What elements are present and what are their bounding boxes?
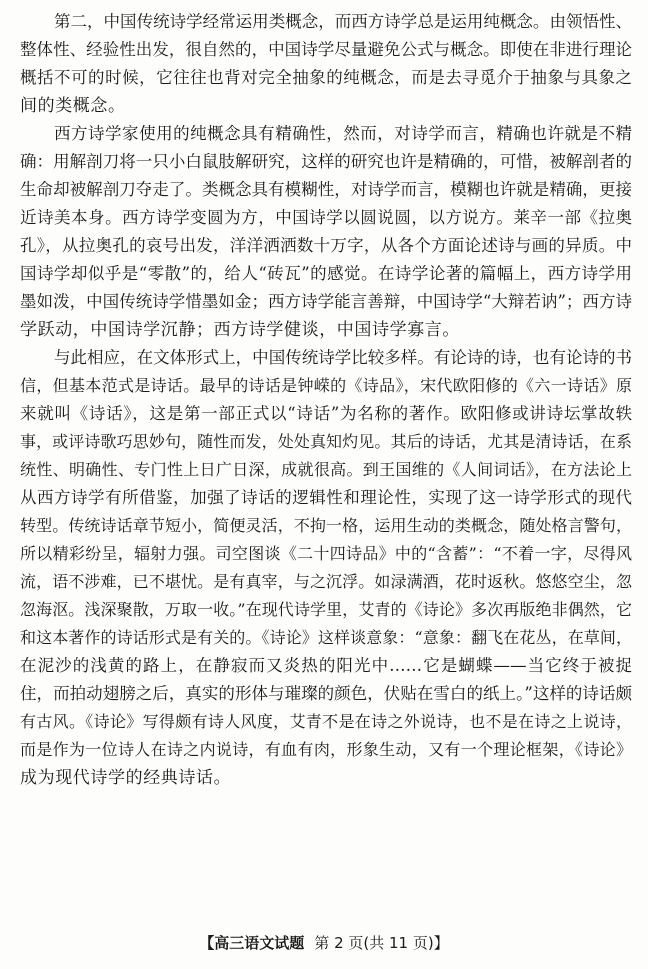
text-line: 西方诗学家使用的纯概念具有精确性，然而，对诗学而言，精确也许就是不精 bbox=[54, 124, 632, 143]
footer-page-info: 第 2 页(共 11 页)】 bbox=[314, 934, 449, 952]
text-line: 孔》，从拉奥孔的哀号出发，洋洋洒洒数十万字，从各个方面论述诗与画的异质。中 bbox=[20, 236, 632, 255]
text-line: 近诗美本身。西方诗学变圆为方，中国诗学以圆说圆，以方说方。莱辛一部《拉奥 bbox=[20, 208, 632, 227]
text-line: 生命却被解剖刀夺走了。类概念具有模糊性，对诗学而言，模糊也许就是精确，更接 bbox=[20, 180, 632, 199]
text-line: 住，而拍动翅膀之后，真实的形体与璀璨的颜色，伏贴在雪白的纸上。”这样的诗话颇 bbox=[20, 684, 632, 703]
text-line: 事，或评诗歌巧思妙句，随性而发，处处真知灼见。其后的诗话，尤其是清诗话，在系 bbox=[20, 432, 632, 451]
text-line: 第二，中国传统诗学经常运用类概念，而西方诗学总是运用纯概念。由领悟性、 bbox=[54, 12, 632, 31]
text-line: 在泥沙的浅黄的路上，在静寂而又炎热的阳光中……它是蝴蝶——当它终于被捉 bbox=[20, 656, 632, 675]
text-line: 而是作为一位诗人在诗之内说诗，有血有肉，形象生动，又有一个理论框架，《诗论》 bbox=[20, 740, 632, 759]
text-line: 统性、明确性、专门性上日广日深，成就很高。到王国维的《人间词话》，在方法论上 bbox=[20, 460, 632, 479]
body-text bbox=[20, 8, 632, 792]
text-line: 和这本著作的诗话形式是有关的。《诗论》这样谈意象：“意象：翻飞在花丛，在草间， bbox=[20, 628, 632, 647]
footer-subject: 【高三语文试题 bbox=[199, 934, 305, 952]
text-line: 概括不可的时候，它往往也背对完全抽象的纯概念，而是去寻觅介于抽象与具象之 bbox=[20, 68, 632, 87]
text-line: 忽海沤。浅深聚散，万取一收。”在现代诗学里，艾青的《诗论》多次再版绝非偶然，它 bbox=[20, 600, 632, 619]
text-line: 确：用解剖刀将一只小白鼠肢解研究，这样的研究也许是精确的，可惜，被解剖者的 bbox=[20, 152, 632, 171]
text-line: 转型。传统诗话章节短小，简便灵活，不拘一格，运用生动的类概念，随处格言警句， bbox=[20, 516, 632, 535]
text-line: 流，语不涉难，已不堪忧。是有真宰，与之沉浮。如渌满酒，花时返秋。悠悠空尘，忽 bbox=[20, 572, 632, 591]
text-line: 来就叫《诗话》，这是第一部正式以“诗话”为名称的著作。欧阳修或讲诗坛掌故轶 bbox=[20, 404, 632, 423]
text-line: 学跃动，中国诗学沉静；西方诗学健谈，中国诗学寡言。 bbox=[20, 320, 460, 340]
text-line: 从西方诗学有所借鉴，加强了诗话的逻辑性和理论性，实现了这一诗学形式的现代 bbox=[20, 488, 632, 507]
text-line: 与此相应，在文体形式上，中国传统诗学比较多样。有论诗的诗，也有论诗的书 bbox=[54, 348, 632, 367]
text-line: 整体性、经验性出发，很自然的，中国诗学尽量避免公式与概念。即使在非进行理论 bbox=[20, 40, 632, 59]
text-line: 有古风。《诗论》写得颇有诗人风度，艾青不是在诗之外说诗，也不是在诗之上说诗， bbox=[20, 712, 632, 731]
page-footer bbox=[0, 932, 648, 954]
text-line: 成为现代诗学的经典诗话。 bbox=[20, 768, 232, 788]
text-line: 信，但基本范式是诗话。最早的诗话是钟嵘的《诗品》，宋代欧阳修的《六一诗话》原 bbox=[20, 376, 632, 395]
text-line: 间的类概念。 bbox=[20, 96, 126, 116]
text-line: 所以精彩纷呈，辐射力强。司空图谈《二十四诗品》中的“含蓄”：“不着一字，尽得风 bbox=[20, 544, 632, 563]
text-line: 国诗学却似乎是“零散”的，给人“砖瓦”的感觉。在诗学论著的篇幅上，西方诗学用 bbox=[20, 264, 632, 283]
text-line: 墨如泼，中国传统诗学惜墨如金；西方诗学能言善辩，中国诗学“大辩若讷”；西方诗 bbox=[20, 292, 632, 311]
